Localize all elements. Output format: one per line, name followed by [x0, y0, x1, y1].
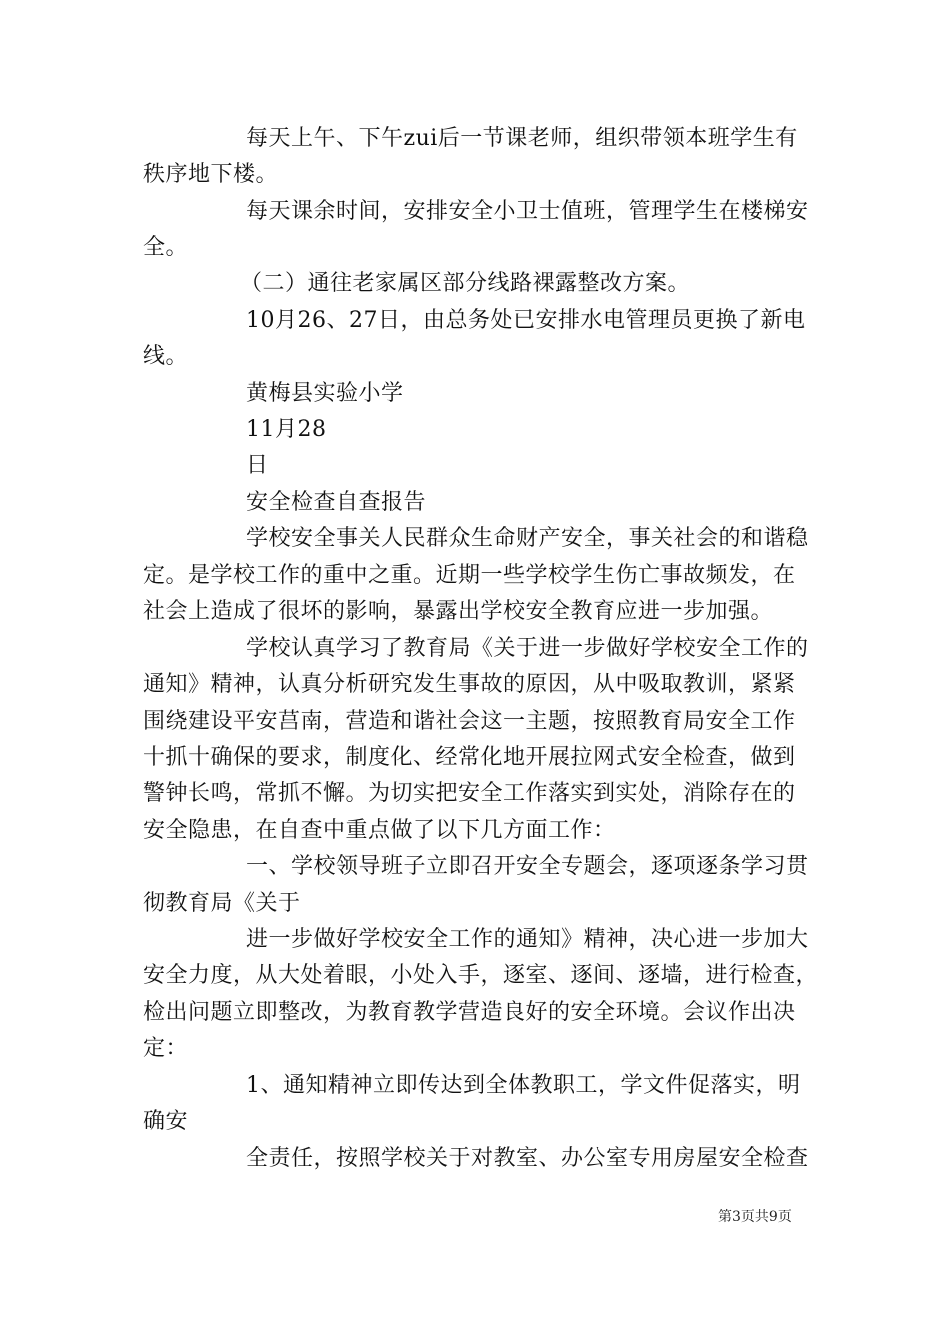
text-line: 学校认真学习了教育局《关于进一步做好学校安全工作的 [246, 636, 809, 661]
text-line: 定。是学校工作的重中之重。近期一些学校学生伤亡事故频发，在 [143, 563, 796, 588]
text-line: 秩序地下楼。 [143, 162, 279, 187]
text-line: 社会上造成了很坏的影响，暴露出学校安全教育应进一步加强。 [143, 599, 774, 624]
text-line: 通知》精神，认真分析研究发生事故的原因，从中吸取教训，紧紧 [143, 672, 796, 697]
signature-date-day: 日 [246, 453, 269, 478]
text-line: 检出问题立即整改，为教育教学营造良好的安全环境。会议作出决 [143, 1000, 796, 1025]
section-heading: （二）通往老家属区部分线路裸露整改方案。 [240, 271, 691, 296]
signature-date: 11月28 [246, 417, 327, 442]
text-line: 进一步做好学校安全工作的通知》精神，决心进一步加大 [246, 927, 809, 952]
text-line: 每天课余时间，安排安全小卫士值班，管理学生在楼梯安 [246, 199, 809, 224]
signature-org: 黄梅县实验小学 [246, 381, 404, 406]
text-line: 十抓十确保的要求，制度化、经常化地开展拉网式安全检查，做到 [143, 745, 796, 770]
text-line: 一、学校领导班子立即召开安全专题会，逐项逐条学习贯 [246, 854, 809, 879]
text-line: 安全力度，从大处着眼，小处入手，逐室、逐间、逐墙，进行检查， [143, 963, 819, 988]
text-line: 围绕建设平安莒南，营造和谐社会这一主题，按照教育局安全工作 [143, 709, 796, 734]
text-line: 学校安全事关人民群众生命财产安全，事关社会的和谐稳 [246, 526, 809, 551]
text-line: 彻教育局《关于 [143, 891, 301, 916]
report-title: 安全检查自查报告 [246, 490, 427, 515]
text-line: 警钟长鸣，常抓不懈。为切实把安全工作落实到实处，消除存在的 [143, 781, 796, 806]
text-line: 每天上午、下午zui后一节课老师，组织带领本班学生有 [246, 126, 798, 151]
text-line: 线。 [143, 344, 189, 369]
text-line: 定： [143, 1036, 189, 1061]
text-line: 全责任，按照学校关于对教室、办公室专用房屋安全检查 [246, 1146, 809, 1171]
text-line: 全。 [143, 235, 189, 260]
page-number: 第3页共9页 [718, 1209, 792, 1225]
text-line: 确安 [143, 1109, 189, 1134]
text-line: 1、通知精神立即传达到全体教职工，学文件促落实，明 [246, 1073, 801, 1098]
text-line: 安全隐患，在自查中重点做了以下几方面工作： [143, 818, 616, 843]
text-line: 10月26、27日，由总务处已安排水电管理员更换了新电 [246, 308, 806, 333]
